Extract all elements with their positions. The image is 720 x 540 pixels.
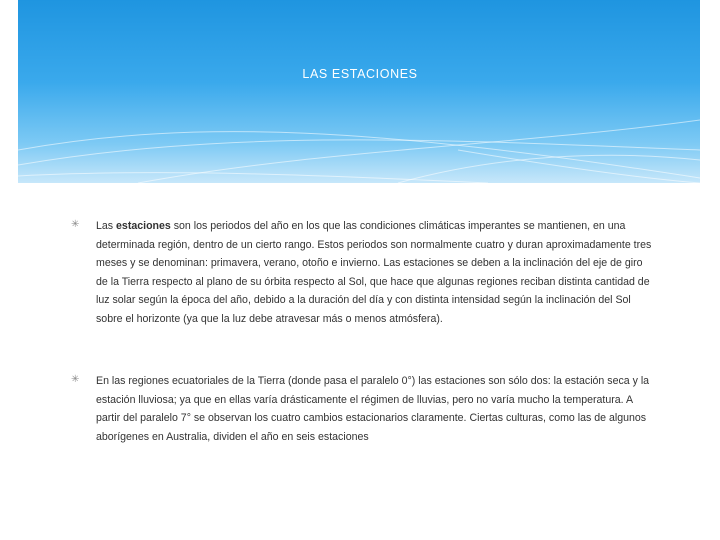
slide-title: LAS ESTACIONES: [302, 67, 418, 81]
bullet-1-prefix: Las: [96, 220, 117, 232]
bullet-paragraph-2: [96, 372, 656, 446]
banner-decoration-lines: [18, 0, 700, 183]
bullet-star-icon: ✳: [71, 374, 80, 385]
bullet-star-icon: ✳: [71, 219, 80, 230]
bullet-1-text: son los periodos del año en los que las condiciones climáticas imperantes se mantienen, en una determinada región, dentro de un cierto rango. Estos periodos son normalmente cuatro y duran aproximadamente tres meses y se denominan: primavera, verano, otoño e invierno. Las estaciones se deben a la inclinación del eje de giro de la Tierra respecto al plano de su órbita respecto al Sol, que hace que algunas regiones reciban distinta cantidad de luz solar según la época del año, debido a la duración del día y con distinta intensidad según la inclinación del Sol sobre el horizonte (ya que la luz debe atravesar más o menos atmósfera).: [96, 220, 652, 325]
bullet-paragraph-1: [96, 217, 656, 329]
bullet-2-text: En las regiones ecuatoriales de la Tierra (donde pasa el paralelo 0°) las estaciones son sólo dos: la estación seca y la estación lluviosa; ya que en ellas varía drásticamente el régimen de lluvias, pero no varía mucho la temperatura. A partir del paralelo 7° se observan los cuatro cambios estacionarios claramente. Ciertas culturas, como las de algunos aborígenes en Australia, dividen el año en seis estaciones: [96, 375, 650, 443]
bullet-1-bold: estaciones: [116, 220, 171, 232]
title-banner: [18, 0, 700, 183]
